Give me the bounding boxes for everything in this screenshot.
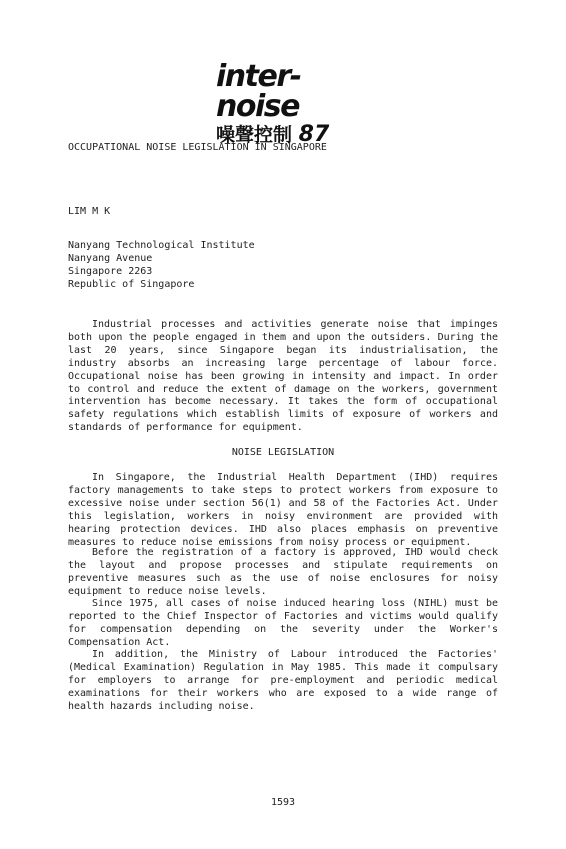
author-name: LIM M K bbox=[68, 206, 111, 217]
intro-paragraph: Industrial processes and activities generate noise that impinges both upon the people engaged in them and upon the outsiders. During the last 20 years, since Singapore began its industrialisation, the industry absorbs an increasing large percentage of labour force. Occupational noise has been growing in intensity and impact. In order to control and reduce the extent of damage on the workers, government intervention has become necessary. It takes the form of occupational safety regulations which establish limits of exposure of workers and standards of performance for equipment. bbox=[68, 319, 498, 434]
body-paragraph: In addition, the Ministry of Labour introduced the Factories' (Medical Examination) Regulation in May 1985. This made it compulsary for employers to arrange for pre-employment and periodic medical examinations for their workers who are exposed to a wide range of health hazards including noise. bbox=[68, 649, 498, 712]
logo-year: 87 bbox=[298, 122, 330, 147]
affiliation-line: Singapore 2263 bbox=[68, 265, 153, 277]
logo-chinese-text: 噪聲控制 bbox=[216, 124, 293, 146]
logo-wordmark: inter-noise bbox=[216, 59, 301, 124]
body-paragraph: Before the registration of a factory is approved, IHD would check the layout and propose processes and stipulate requirements on preventive measures such as the use of noise enclosures for noisy equipment to reduce noise levels. bbox=[68, 547, 498, 597]
affiliation-line: Republic of Singapore bbox=[68, 278, 195, 290]
page-number: 1593 bbox=[270, 797, 296, 808]
body-paragraph: Since 1975, all cases of noise induced hearing loss (NIHL) must be reported to the Chief Inspector of Factories and victims would qualify for compensation depending on the severity under the Worker's Compensation Act. bbox=[68, 598, 498, 648]
affiliation-line: Nanyang Avenue bbox=[68, 252, 153, 264]
conference-logo bbox=[216, 59, 366, 147]
section-heading: NOISE LEGISLATION bbox=[231, 447, 335, 458]
paper-title: OCCUPATIONAL NOISE LEGISLATION IN SINGAPORE bbox=[68, 142, 327, 153]
body-paragraph: In Singapore, the Industrial Health Department (IHD) requires factory managements to take steps to protect workers from exposure to excessive noise under section 56(1) and 58 of the Factories Act. Under this legislation, workers in noisy environment are provided with hearing protection devices. IHD also places emphasis on preventive measures to reduce noise emissions from noisy process or equipment. bbox=[68, 472, 498, 548]
affiliation-line: Nanyang Technological Institute bbox=[68, 240, 255, 251]
affiliation-block bbox=[68, 240, 255, 292]
